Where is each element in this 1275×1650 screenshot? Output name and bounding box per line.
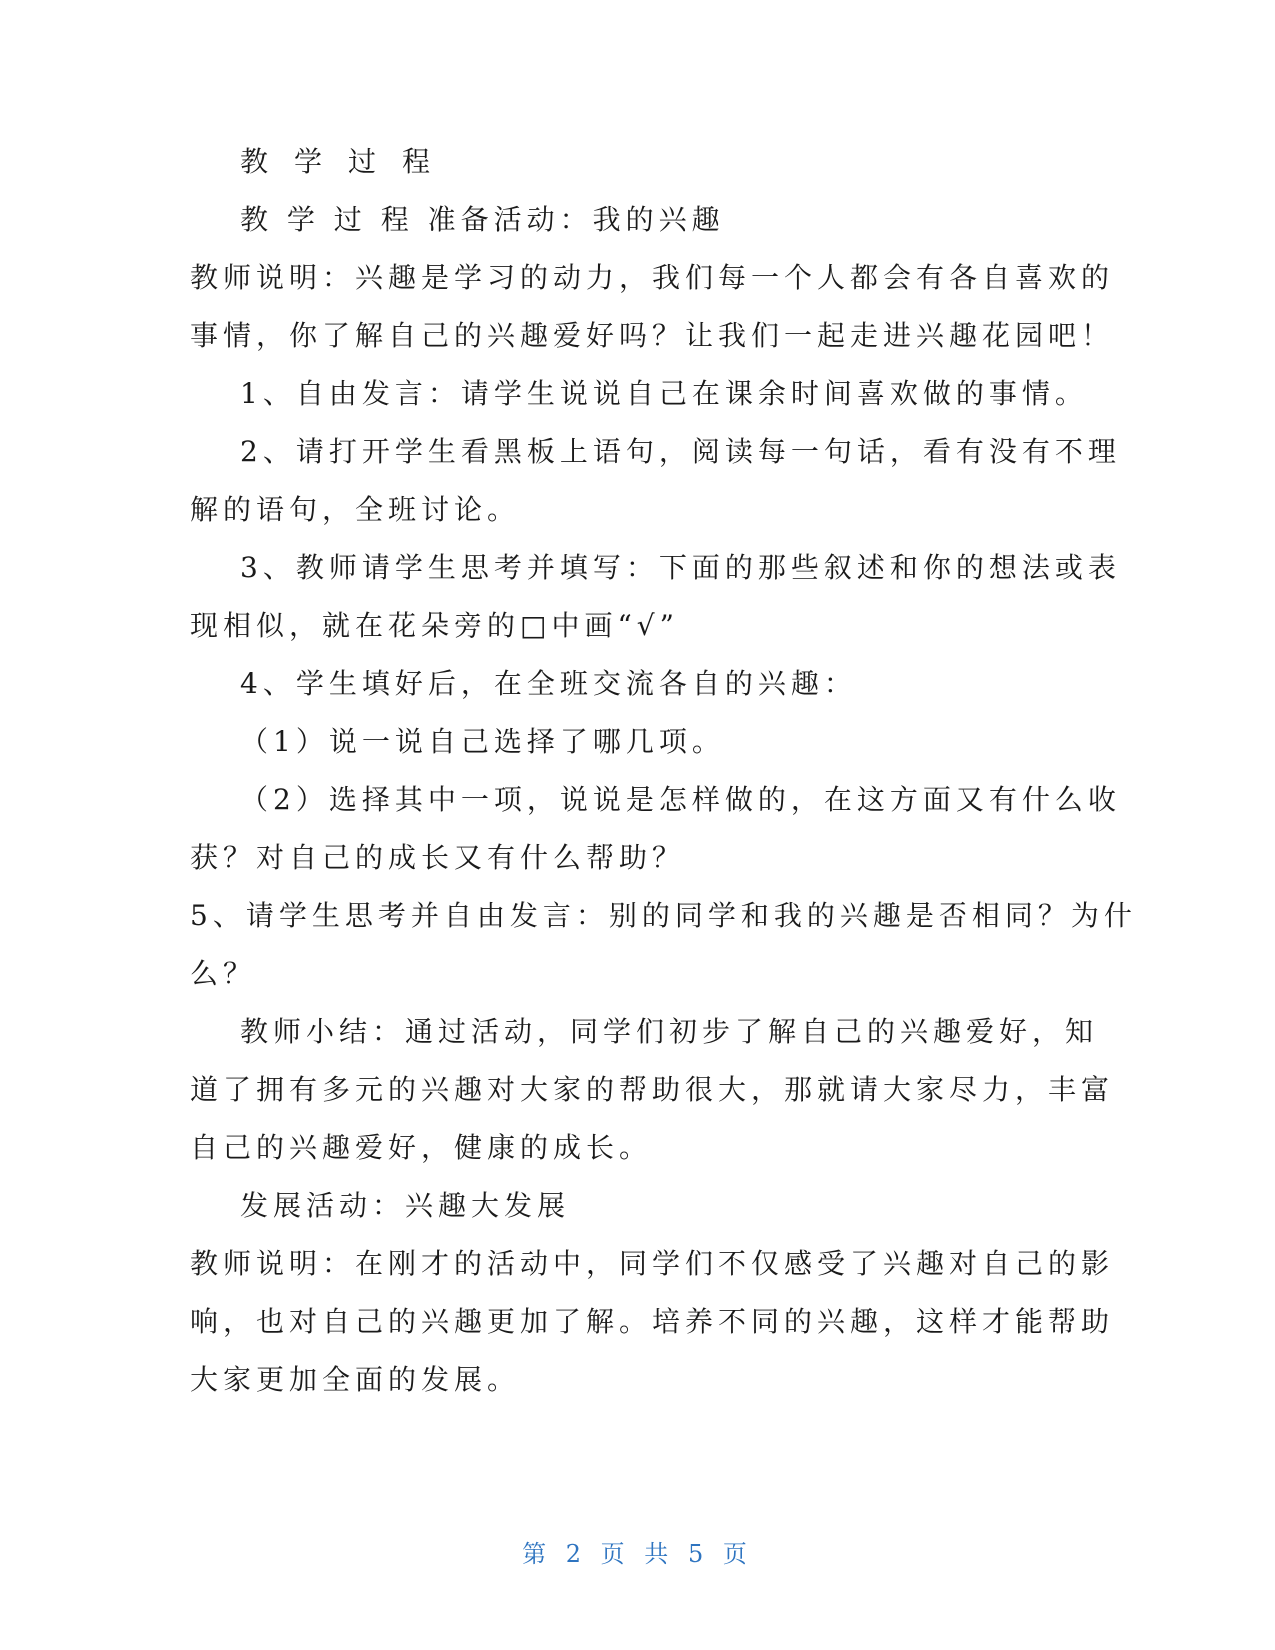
- section-heading: 教学过程: [240, 145, 457, 178]
- summary-paragraph: 教师小结：通过活动，同学们初步了解自己的兴趣爱好，知: [240, 1015, 1099, 1048]
- paragraph-line: 响，也对自己的兴趣更加了解。培养不同的兴趣，这样才能帮助: [190, 1305, 1115, 1338]
- paragraph-line: 教师说明：兴趣是学习的动力，我们每一个人都会有各自喜欢的: [190, 261, 1115, 294]
- paragraph-line: 道了拥有多元的兴趣对大家的帮助很大，那就请大家尽力，丰富: [190, 1073, 1115, 1106]
- sub-list-item: （2）选择其中一项，说说是怎样做的，在这方面又有什么收: [240, 783, 1121, 816]
- paragraph-line: 教师说明：在刚才的活动中，同学们不仅感受了兴趣对自己的影: [190, 1247, 1115, 1280]
- paragraph-line: 大家更加全面的发展。: [190, 1363, 521, 1396]
- paragraph-line: 事情，你了解自己的兴趣爱好吗？让我们一起走进兴趣花园吧！: [190, 319, 1115, 352]
- list-item: 4、学生填好后，在全班交流各自的兴趣：: [240, 667, 857, 700]
- sub-list-item: （1）说一说自己选择了哪几项。: [240, 725, 725, 758]
- page-number: 第 2 页 共 5 页: [522, 1540, 753, 1568]
- paragraph-line: 获？对自己的成长又有什么帮助？: [190, 841, 686, 874]
- activity-heading: 教 学 过 程 准备活动：我的兴趣: [240, 203, 725, 236]
- activity-heading: 发展活动：兴趣大发展: [240, 1189, 571, 1222]
- list-item: 5、请学生思考并自由发言：别的同学和我的兴趣是否相同？为什: [190, 899, 1137, 932]
- paragraph-line: 么？: [190, 957, 257, 990]
- paragraph-line: 自己的兴趣爱好，健康的成长。: [190, 1131, 653, 1164]
- list-item: 3、教师请学生思考并填写：下面的那些叙述和你的想法或表: [240, 551, 1121, 584]
- paragraph-line: 解的语句，全班讨论。: [190, 493, 521, 526]
- list-item: 2、请打开学生看黑板上语句，阅读每一句话，看有没有不理: [240, 435, 1121, 468]
- paragraph-line: 现相似，就在花朵旁的□中画“√”: [190, 609, 679, 642]
- list-item: 1、自由发言：请学生说说自己在课余时间喜欢做的事情。: [240, 377, 1088, 410]
